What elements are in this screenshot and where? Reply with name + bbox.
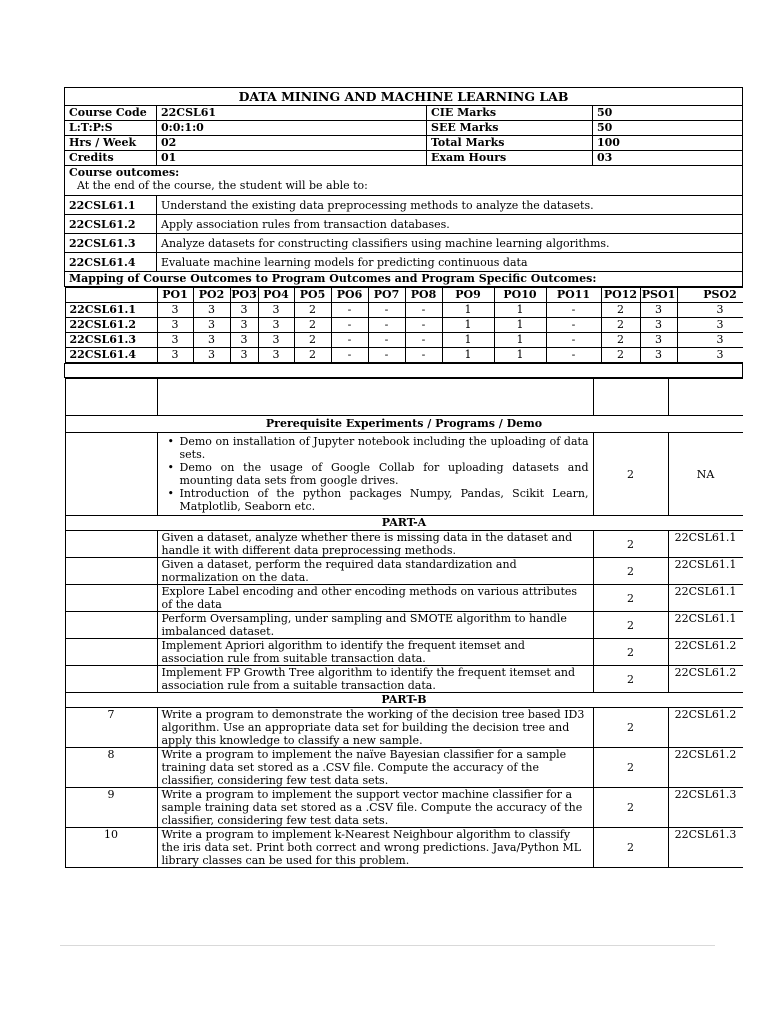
mapping-value: 2 xyxy=(601,348,640,363)
experiment-text: Given a dataset, perform the required data standardization and normalization on the data. xyxy=(157,558,593,585)
footer-divider xyxy=(60,945,715,946)
experiment-text: Write a program to implement the naïve Bayesian classifier for a sample training data set stored as a .CSV file. Compute the accuracy of the classifier, considering few test data sets. xyxy=(157,748,593,788)
experiment-number xyxy=(65,639,157,666)
experiments-container xyxy=(65,378,743,869)
experiment-co: 22CSL61.1 xyxy=(668,531,743,558)
mapping-row xyxy=(65,333,743,348)
mapping-value: 3 xyxy=(230,348,258,363)
part-heading-row xyxy=(65,693,743,708)
mapping-header: PO3 xyxy=(231,288,257,301)
mapping-value: 3 xyxy=(677,333,743,348)
experiment-row xyxy=(65,666,743,693)
prereq-item: • Demo on installation of Jupyter notebook including the uploading of data sets. xyxy=(180,435,589,461)
info-value: 02 xyxy=(157,136,427,151)
blank-cell xyxy=(157,379,593,416)
mapping-value: 3 xyxy=(157,303,193,318)
mapping-value: 3 xyxy=(157,333,193,348)
mapping-value: 3 xyxy=(193,318,230,333)
experiment-co: 22CSL61.1 xyxy=(668,585,743,612)
blank-row xyxy=(65,379,743,416)
mapping-value: 2 xyxy=(294,303,331,318)
experiment-text: Given a dataset, analyze whether there is missing data in the dataset and handle it with different data preprocessing methods. xyxy=(157,531,593,558)
mapping-value: 3 xyxy=(677,303,743,318)
mapping-value: 3 xyxy=(157,348,193,363)
outcome-code: 22CSL61.1 xyxy=(65,196,157,215)
experiment-row xyxy=(65,748,743,788)
experiment-text: Write a program to demonstrate the working of the decision tree based ID3 algorithm. Use an appropriate data set for building the decision tree and apply this knowledge to classify a new sample. xyxy=(157,708,593,748)
experiment-hours: 2 xyxy=(593,639,668,666)
blank-cell xyxy=(668,379,743,416)
experiment-number: 7 xyxy=(65,708,157,748)
mapping-header: PO1 xyxy=(157,288,193,303)
mapping-value: 3 xyxy=(157,318,193,333)
syllabus-sheet xyxy=(64,87,742,868)
mapping-value: 1 xyxy=(442,318,494,333)
mapping-value: - xyxy=(331,318,368,333)
experiment-text: Write a program to implement k-Nearest Neighbour algorithm to classify the iris data set. Print both correct and wrong predictions. Java/Python ML library classes can be used for this problem. xyxy=(157,828,593,868)
prereq-heading: Prerequisite Experiments / Programs / Demo xyxy=(65,416,743,433)
mapping-value: - xyxy=(331,348,368,363)
blank-cell xyxy=(593,379,668,416)
mapping-header: PO4 xyxy=(258,288,294,303)
outcome-code: 22CSL61.3 xyxy=(65,234,157,253)
experiment-co: 22CSL61.2 xyxy=(668,666,743,693)
mapping-container xyxy=(65,287,743,364)
outcome-row xyxy=(65,215,743,234)
mapping-header: PSO2 xyxy=(677,288,743,303)
mapping-value: - xyxy=(405,303,442,318)
experiment-hours: 2 xyxy=(593,585,668,612)
info-label: Hrs / Week xyxy=(65,136,157,151)
experiment-number: 9 xyxy=(65,788,157,828)
experiment-row xyxy=(65,585,743,612)
mapping-value: - xyxy=(546,348,601,363)
mapping-value: - xyxy=(546,303,601,318)
prereq-hours: 2 xyxy=(593,433,668,516)
outcome-text: Evaluate machine learning models for predicting continuous data xyxy=(157,253,743,272)
info-value: 50 xyxy=(593,121,743,136)
mapping-header: PO8 xyxy=(405,288,442,303)
mapping-header: PSO1 xyxy=(641,288,676,301)
mapping-header: PO11 xyxy=(546,288,601,303)
mapping-value: 3 xyxy=(258,318,294,333)
experiment-number: 8 xyxy=(65,748,157,788)
experiment-co: 22CSL61.1 xyxy=(668,612,743,639)
outcome-row xyxy=(65,196,743,215)
info-label: Exam Hours xyxy=(427,151,593,166)
info-value: 100 xyxy=(593,136,743,151)
experiment-row xyxy=(65,828,743,868)
mapping-value: - xyxy=(331,303,368,318)
outcome-row xyxy=(65,234,743,253)
experiment-row xyxy=(65,788,743,828)
syllabus-table xyxy=(64,87,743,868)
mapping-value: - xyxy=(368,303,405,318)
mapping-value: 3 xyxy=(640,318,677,333)
experiment-text: Write a program to implement the support vector machine classifier for a sample training data set stored as a .CSV file. Compute the accuracy of the classifier, considering few test data sets. xyxy=(157,788,593,828)
mapping-value: 2 xyxy=(294,348,331,363)
mapping-rows xyxy=(65,288,743,363)
mapping-value: - xyxy=(331,333,368,348)
info-label: L:T:P:S xyxy=(65,121,157,136)
mapping-value: 3 xyxy=(230,303,258,318)
mapping-header: PO6 xyxy=(331,288,368,303)
info-label: Course Code xyxy=(65,106,157,121)
mapping-code: 22CSL61.4 xyxy=(65,348,157,363)
prereq-list xyxy=(162,435,589,513)
mapping-value: 2 xyxy=(294,333,331,348)
mapping-value: 3 xyxy=(193,333,230,348)
mapping-value: 3 xyxy=(640,303,677,318)
prereq-row xyxy=(65,433,743,516)
outcome-code: 22CSL61.4 xyxy=(65,253,157,272)
info-row xyxy=(65,151,743,166)
mapping-code: 22CSL61.1 xyxy=(65,303,157,318)
mapping-header: PO2 xyxy=(193,288,230,303)
mapping-value: 3 xyxy=(230,318,258,333)
mapping-value: 1 xyxy=(494,333,546,348)
mapping-value: 3 xyxy=(258,333,294,348)
experiment-hours: 2 xyxy=(593,748,668,788)
experiment-row xyxy=(65,639,743,666)
mapping-row xyxy=(65,348,743,363)
experiment-row xyxy=(65,612,743,639)
prereq-item: • Introduction of the python packages Numpy, Pandas, Scikit Learn, Matplotlib, Seaborn etc. xyxy=(180,487,589,513)
experiment-co: 22CSL61.2 xyxy=(668,708,743,748)
mapping-header: PO12 xyxy=(601,288,640,303)
info-row xyxy=(65,106,743,121)
experiment-number xyxy=(65,666,157,693)
experiment-hours: 2 xyxy=(593,558,668,585)
outcome-text: Analyze datasets for constructing classifiers using machine learning algorithms. xyxy=(157,234,743,253)
mapping-value: - xyxy=(405,333,442,348)
prereq-no xyxy=(65,433,157,516)
info-value: 01 xyxy=(157,151,427,166)
prereq-heading-row xyxy=(65,416,743,433)
experiment-number: 10 xyxy=(65,828,157,868)
spacer-row xyxy=(65,364,743,378)
info-label: Credits xyxy=(65,151,157,166)
mapping-value: 1 xyxy=(442,348,494,363)
mapping-value: 1 xyxy=(494,318,546,333)
mapping-value: - xyxy=(546,333,601,348)
mapping-value: - xyxy=(368,348,405,363)
experiment-row xyxy=(65,708,743,748)
info-label: Total Marks xyxy=(427,136,593,151)
course-info xyxy=(65,106,743,166)
experiment-co: 22CSL61.3 xyxy=(668,828,743,868)
info-value: 0:0:1:0 xyxy=(157,121,427,136)
course-outcomes-list xyxy=(65,196,743,272)
mapping-value: 3 xyxy=(258,348,294,363)
mapping-value: 3 xyxy=(640,348,677,363)
mapping-heading: Mapping of Course Outcomes to Program Outcomes and Program Specific Outcomes: xyxy=(65,272,743,287)
mapping-row xyxy=(65,303,743,318)
outcome-text: Understand the existing data preprocessing methods to analyze the datasets. xyxy=(157,196,743,215)
mapping-value: 2 xyxy=(601,303,640,318)
experiment-text: Perform Oversampling, under sampling and SMOTE algorithm to handle imbalanced dataset. xyxy=(157,612,593,639)
mapping-value: - xyxy=(368,318,405,333)
mapping-value: - xyxy=(368,333,405,348)
experiment-hours: 2 xyxy=(593,708,668,748)
blank-cell xyxy=(65,379,157,416)
mapping-value: 3 xyxy=(230,333,258,348)
mapping-corner xyxy=(65,288,157,303)
mapping-header: PO9 xyxy=(442,288,494,303)
experiment-text: Explore Label encoding and other encoding methods on various attributes of the data xyxy=(157,585,593,612)
prereq-item: • Demo on the usage of Google Collab for uploading datasets and mounting data sets from google drives. xyxy=(180,461,589,487)
mapping-code: 22CSL61.2 xyxy=(65,318,157,333)
course-outcomes-header xyxy=(65,166,743,196)
page-title: DATA MINING AND MACHINE LEARNING LAB xyxy=(65,88,743,106)
experiment-number xyxy=(65,585,157,612)
mapping-value: 1 xyxy=(442,333,494,348)
mapping-value: - xyxy=(405,348,442,363)
experiment-number xyxy=(65,531,157,558)
experiments-table xyxy=(65,378,743,868)
experiment-hours: 2 xyxy=(593,788,668,828)
info-value: 22CSL61 xyxy=(157,106,427,121)
experiment-co: 22CSL61.2 xyxy=(668,748,743,788)
prereq-co: NA xyxy=(668,433,743,516)
info-label: CIE Marks xyxy=(427,106,593,121)
experiment-co: 22CSL61.3 xyxy=(668,788,743,828)
mapping-value: 3 xyxy=(193,303,230,318)
mapping-value: 1 xyxy=(442,303,494,318)
mapping-row xyxy=(65,318,743,333)
info-label: SEE Marks xyxy=(427,121,593,136)
course-outcomes-intro: At the end of the course, the student will be able to: xyxy=(77,179,368,192)
mapping-header: PO10 xyxy=(494,288,546,303)
experiment-hours: 2 xyxy=(593,612,668,639)
experiment-hours: 2 xyxy=(593,828,668,868)
course-outcomes-heading: Course outcomes: xyxy=(69,166,180,179)
outcome-text: Apply association rules from transaction databases. xyxy=(157,215,743,234)
experiment-text: Implement FP Growth Tree algorithm to identify the frequent itemset and association rule from a suitable transaction data. xyxy=(157,666,593,693)
mapping-value: - xyxy=(405,318,442,333)
mapping-value: - xyxy=(546,318,601,333)
outcome-row xyxy=(65,253,743,272)
info-value: 03 xyxy=(593,151,743,166)
mapping-value: 2 xyxy=(601,318,640,333)
mapping-header-row xyxy=(65,288,743,303)
part-heading: PART-A xyxy=(65,516,743,531)
mapping-value: 3 xyxy=(677,348,743,363)
mapping-header: PO5 xyxy=(294,288,331,303)
mapping-value: 3 xyxy=(640,333,677,348)
info-row xyxy=(65,136,743,151)
mapping-value: 2 xyxy=(294,318,331,333)
mapping-value: 3 xyxy=(193,348,230,363)
experiment-co: 22CSL61.1 xyxy=(668,558,743,585)
experiment-hours: 2 xyxy=(593,666,668,693)
info-value: 50 xyxy=(593,106,743,121)
experiment-number xyxy=(65,558,157,585)
experiment-row xyxy=(65,531,743,558)
part-heading: PART-B xyxy=(65,693,743,708)
mapping-table xyxy=(65,287,743,363)
experiment-text: Implement Apriori algorithm to identify the frequent itemset and association rule from suitable transaction data. xyxy=(157,639,593,666)
experiment-co: 22CSL61.2 xyxy=(668,639,743,666)
part-heading-row xyxy=(65,516,743,531)
mapping-value: 2 xyxy=(601,333,640,348)
experiment-row xyxy=(65,558,743,585)
mapping-value: 3 xyxy=(677,318,743,333)
experiments-rows xyxy=(65,379,743,868)
outcome-code: 22CSL61.2 xyxy=(65,215,157,234)
prereq-list-cell xyxy=(157,433,593,516)
experiment-number xyxy=(65,612,157,639)
mapping-code: 22CSL61.3 xyxy=(65,333,157,348)
info-row xyxy=(65,121,743,136)
mapping-header: PO7 xyxy=(368,288,405,303)
experiment-hours: 2 xyxy=(593,531,668,558)
mapping-value: 1 xyxy=(494,303,546,318)
mapping-value: 3 xyxy=(258,303,294,318)
mapping-value: 1 xyxy=(494,348,546,363)
